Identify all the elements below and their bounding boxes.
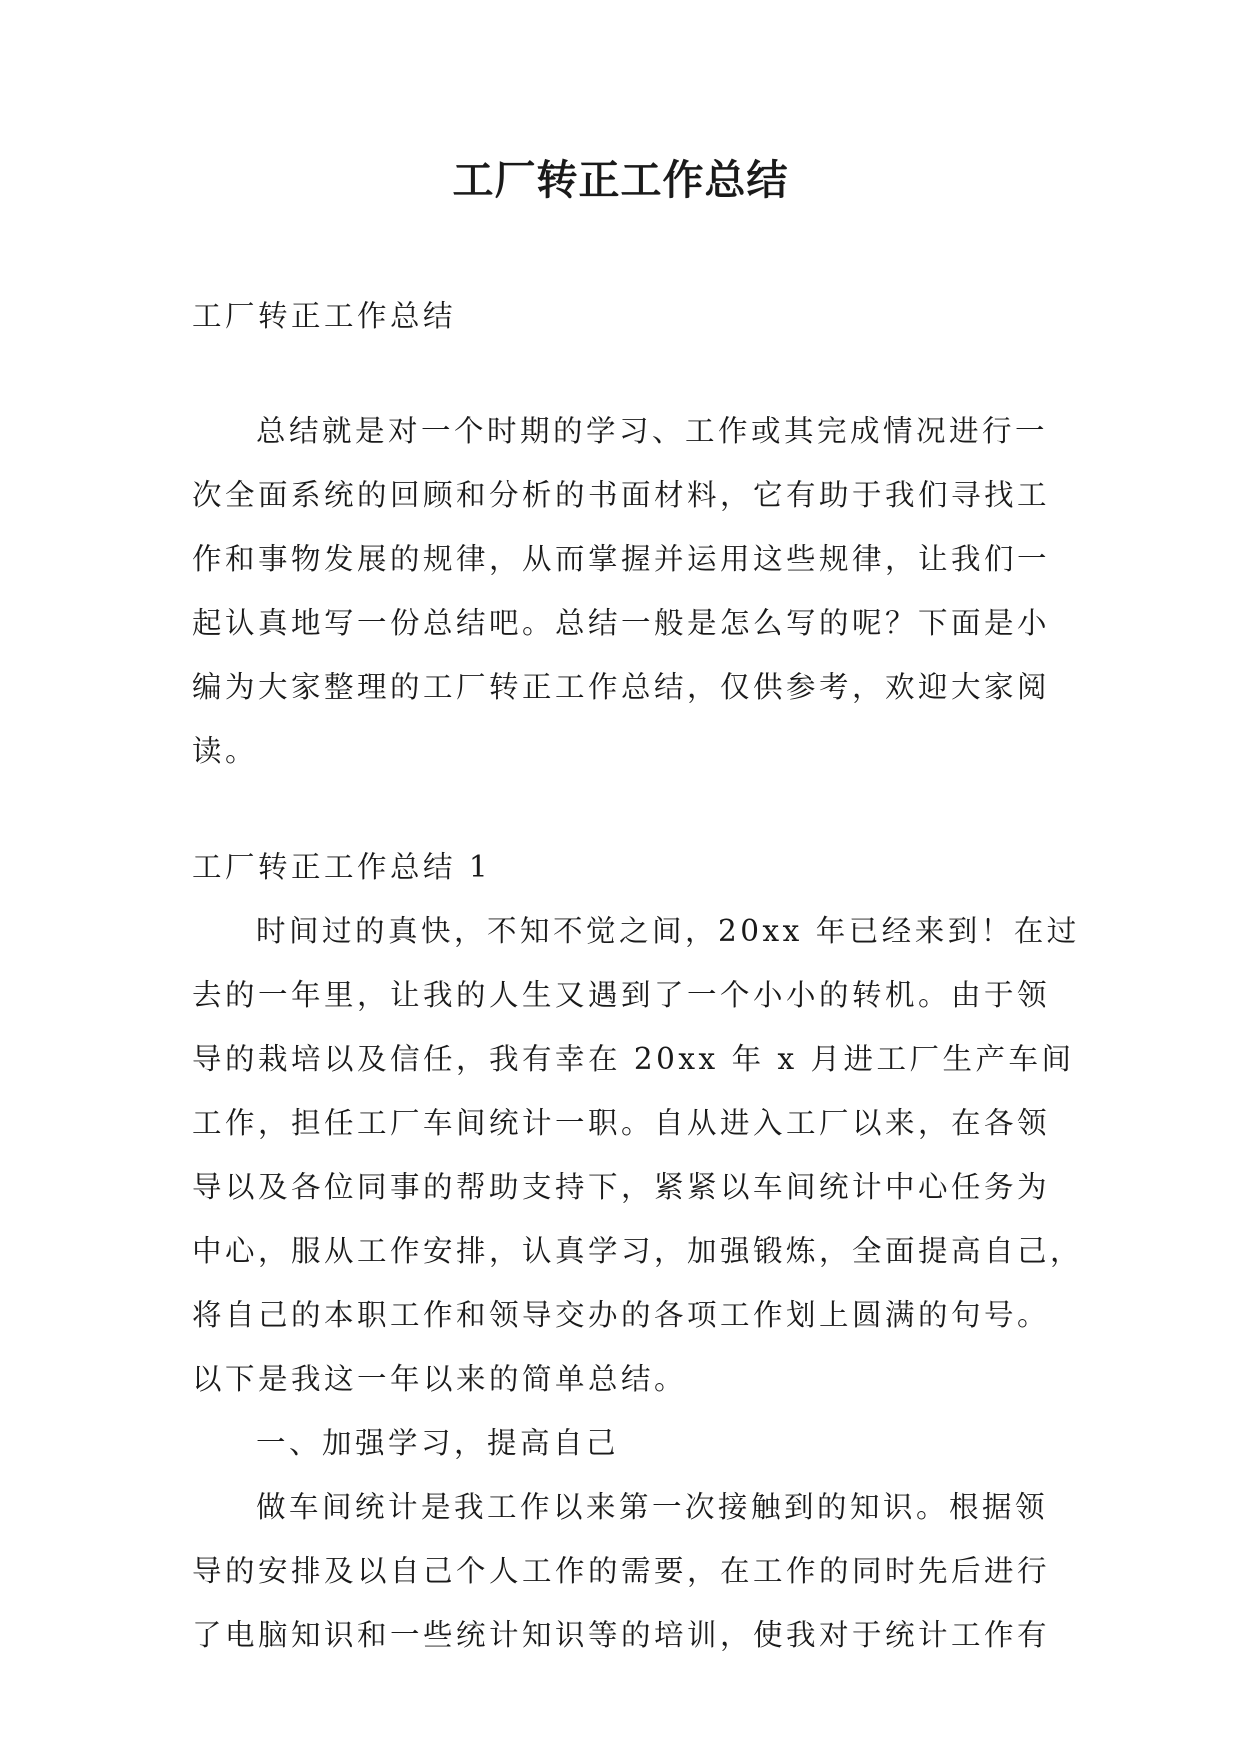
body-line: 以下是我这一年以来的简单总结。 [192, 1362, 688, 1396]
body-line: 去的一年里，让我的人生又遇到了一个小小的转机。由于领 [192, 978, 1051, 1012]
intro-line: 读。 [192, 734, 259, 768]
intro-line: 作和事物发展的规律，从而掌握并运用这些规律，让我们一 [192, 542, 1051, 576]
body-line: 导的安排及以自己个人工作的需要，在工作的同时先后进行 [192, 1554, 1051, 1588]
document-title: 工厂转正工作总结 [452, 156, 789, 204]
body-line: 做车间统计是我工作以来第一次接触到的知识。根据领 [256, 1490, 1049, 1524]
intro-line: 总结就是对一个时期的学习、工作或其完成情况进行一 [256, 414, 1049, 448]
body-line: 了电脑知识和一些统计知识等的培训，使我对于统计工作有 [192, 1618, 1051, 1652]
intro-line: 次全面系统的回顾和分析的书面材料，它有助于我们寻找工 [192, 478, 1051, 512]
body-line: 中心，服从工作安排，认真学习，加强锻炼，全面提高自己， [192, 1234, 1084, 1268]
subheading: 一、加强学习，提高自己 [256, 1426, 620, 1460]
body-line: 将自己的本职工作和领导交办的各项工作划上圆满的句号。 [192, 1298, 1051, 1332]
body-line: 时间过的真快，不知不觉之间，20xx 年已经来到！在过 [256, 914, 1080, 948]
body-line: 导以及各位同事的帮助支持下，紧紧以车间统计中心任务为 [192, 1170, 1051, 1204]
document-subtitle: 工厂转正工作总结 [192, 299, 457, 333]
intro-line: 编为大家整理的工厂转正工作总结，仅供参考，欢迎大家阅 [192, 670, 1051, 704]
body-line: 工作，担任工厂车间统计一职。自从进入工厂以来，在各领 [192, 1106, 1051, 1140]
section-heading: 工厂转正工作总结 1 [192, 850, 492, 884]
intro-line: 起认真地写一份总结吧。总结一般是怎么写的呢？下面是小 [192, 606, 1051, 640]
body-line: 导的栽培以及信任，我有幸在 20xx 年 x 月进工厂生产车间 [192, 1042, 1075, 1076]
